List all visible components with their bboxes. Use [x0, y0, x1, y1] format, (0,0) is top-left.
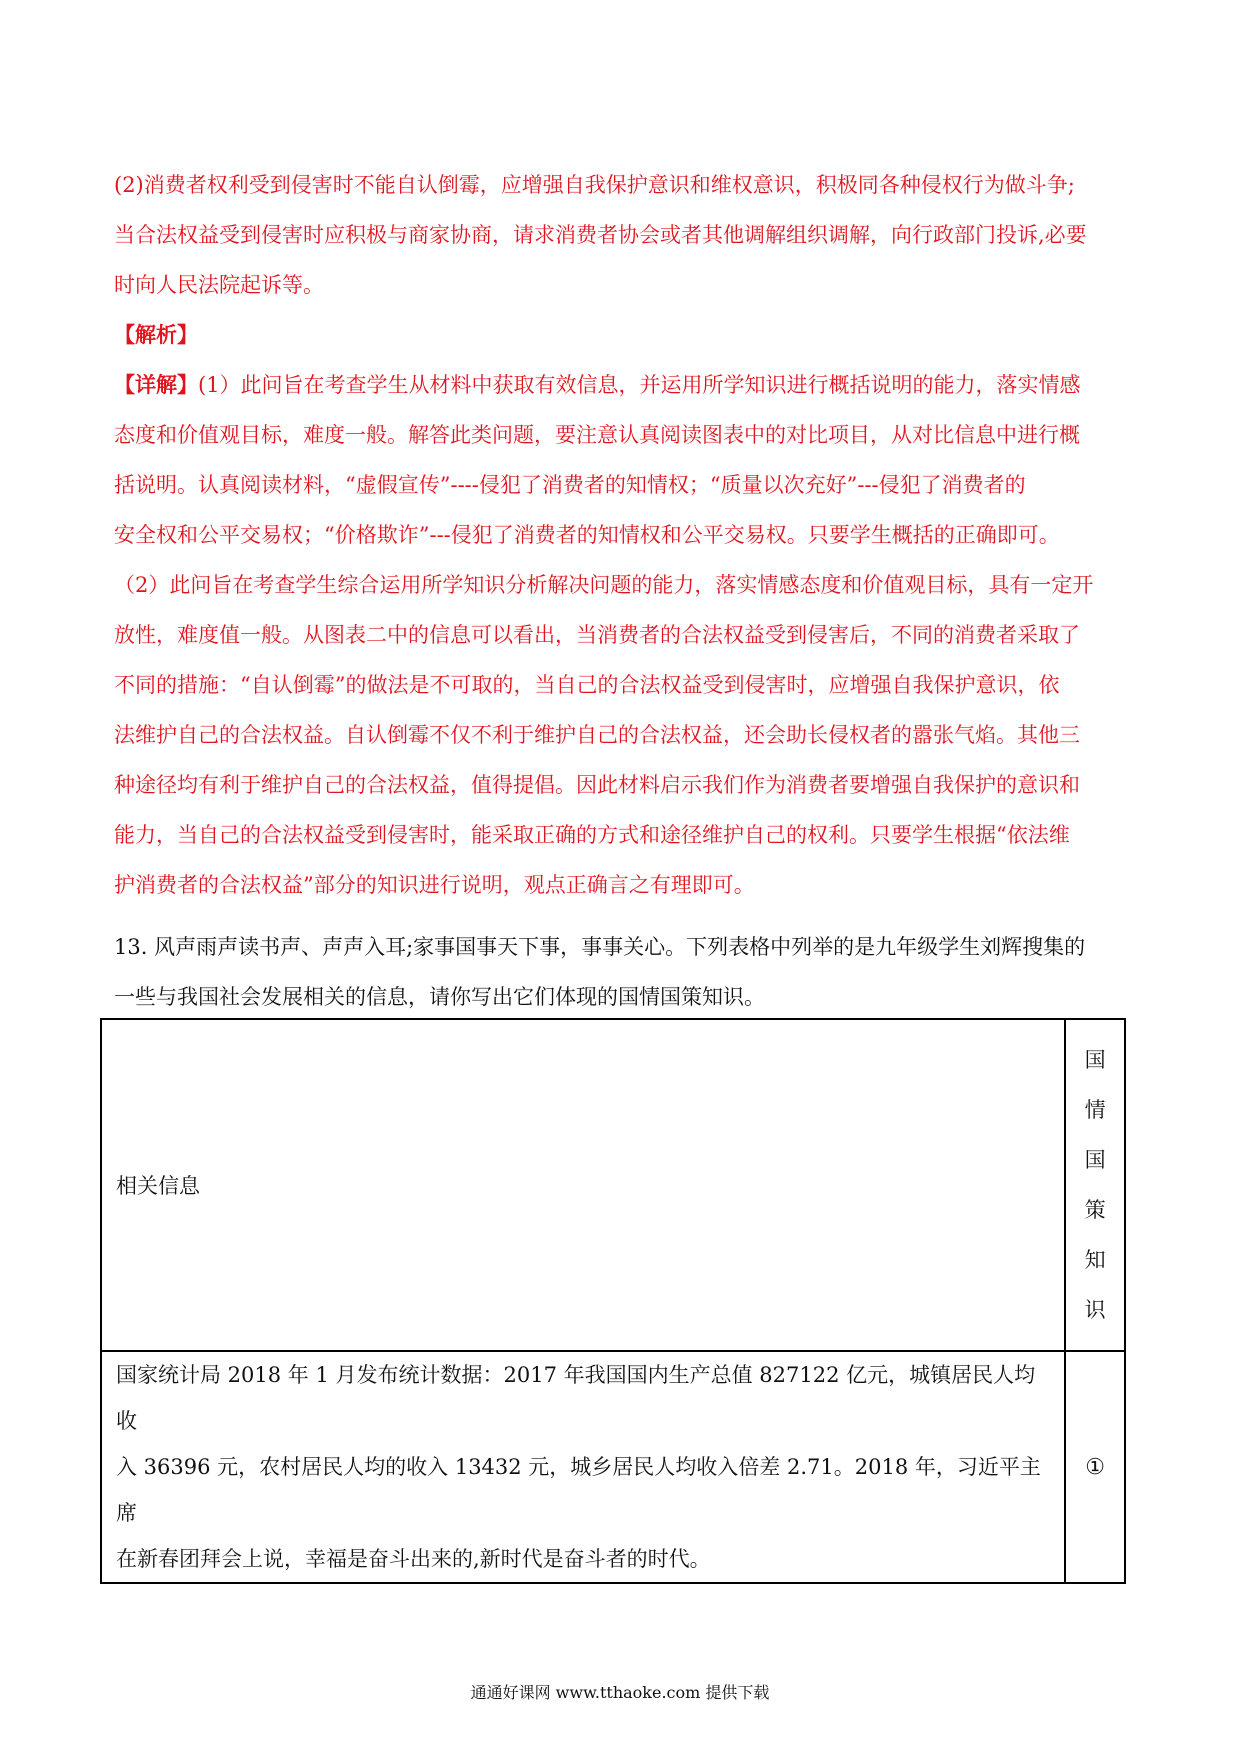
question-line: 一些与我国社会发展相关的信息，请你写出它们体现的国情国策知识。 — [114, 985, 765, 1009]
analysis-line: 种途径均有利于维护自己的合法权益，值得提倡。因此材料启示我们作为消费者要增强自我保护的意识和 — [114, 773, 1080, 797]
analysis-line: 态度和价值观目标，难度一般。解答此类问题，要注意认真阅读图表中的对比项目，从对比信息中进行概 — [114, 423, 1080, 447]
analysis-line: 放性，难度值一般。从图表二中的信息可以看出，当消费者的合法权益受到侵害后，不同的消费者采取了 — [114, 623, 1080, 647]
analysis-line: 法维护自己的合法权益。自认倒霉不仅不利于维护自己的合法权益，还会助长侵权者的嚣张气焰。其他三 — [114, 723, 1080, 747]
analysis-line: 【详解】(1）此问旨在考查学生从材料中获取有效信息，并运用所学知识进行概括说明的能力，落实情感 — [114, 372, 1081, 397]
question-13 — [114, 922, 1144, 1022]
page-footer: 通通好课网 www.tthaoke.com 提供下载 — [470, 1683, 770, 1702]
info-table — [100, 1018, 1126, 1584]
row-info-cell: 国家统计局 2018 年 1 月发布统计数据：2017 年我国国内生产总值 827122 亿元，城镇居民人均收 入 36396 元，农村居民人均的收入 13432 元，城乡居民人均收入倍差 2.71。2018 年，习近平主席 在新春团拜会上说，幸福是奋斗出来的,新时代是奋斗者的时代。 — [101, 1351, 1065, 1583]
analysis-line: 不同的措施：“自认倒霉”的做法是不可取的，当自己的合法权益受到侵害时，应增强自我保护意识，依 — [114, 673, 1060, 697]
row-answer-cell: ① — [1065, 1351, 1125, 1583]
analysis-line: 括说明。认真阅读材料，“虚假宣传”----侵犯了消费者的知情权；“质量以次充好”---侵犯了消费者的 — [114, 473, 1026, 497]
question-line: 13. 风声雨声读书声、声声入耳;家事国事天下事，事事关心。下列表格中列举的是九年级学生刘辉搜集的 — [114, 935, 1086, 959]
answer-line: 当合法权益受到侵害时应积极与商家协商，请求消费者协会或者其他调解组织调解，向行政部门投诉,必要 — [114, 223, 1087, 247]
analysis-line: 安全权和公平交易权；“价格欺诈”---侵犯了消费者的知情权和公平交易权。只要学生概括的正确即可。 — [114, 523, 1060, 547]
analysis-line: 能力，当自己的合法权益受到侵害时，能采取正确的方式和途径维护自己的权利。只要学生根据“依法维 — [114, 823, 1070, 847]
table-header-row — [101, 1019, 1125, 1351]
analysis-line: （2）此问旨在考查学生综合运用所学知识分析解决问题的能力，落实情感态度和价值观目标，具有一定开 — [114, 573, 1094, 597]
analysis-heading: 【解析】 — [114, 322, 198, 347]
analysis-line: 护消费者的合法权益”部分的知识进行说明，观点正确言之有理即可。 — [114, 873, 755, 897]
answer-line: (2)消费者权利受到侵害时不能自认倒霉，应增强自我保护意识和维权意识，积极同各种侵权行为做斗争; — [114, 173, 1075, 197]
header-policy-knowledge: 国 情 国 策 知 识 — [1065, 1019, 1125, 1351]
detail-label: 【详解】 — [114, 372, 198, 397]
answer-and-analysis — [114, 160, 1144, 910]
header-related-info: 相关信息 — [101, 1019, 1065, 1351]
answer-line: 时向人民法院起诉等。 — [114, 273, 324, 297]
table-row — [101, 1351, 1125, 1583]
